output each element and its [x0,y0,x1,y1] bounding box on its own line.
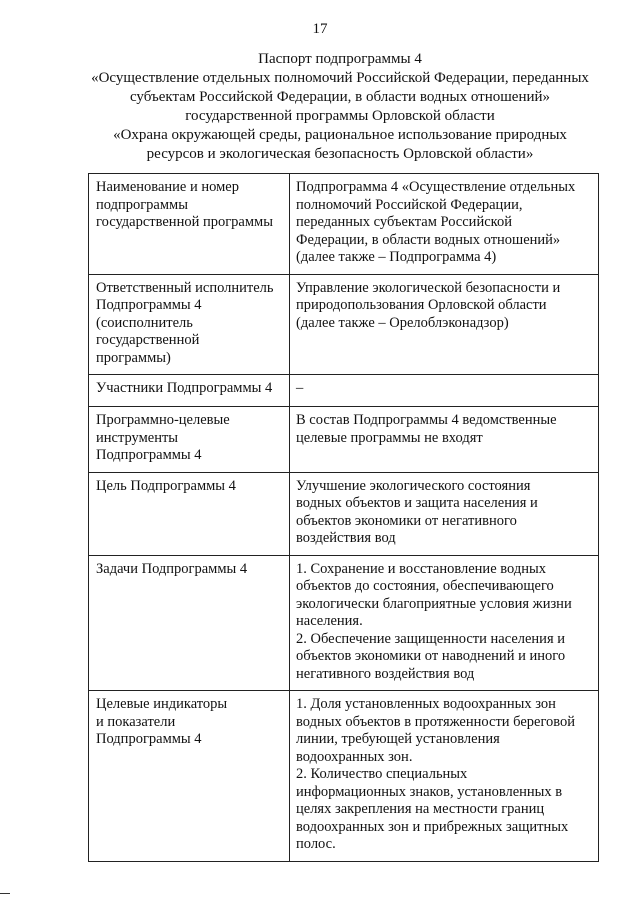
label-line: Подпрограммы 4 [96,297,202,313]
value-line: информационных знаков, установленных в [296,783,563,800]
value-line: водных объектов в протяженности береговой [296,713,576,730]
value-line: целевые программы не входят [296,429,483,446]
row-label-tasks [89,555,290,691]
value-line: 2. Количество специальных [296,766,468,782]
value-line: полномочий Российской Федерации, [296,196,523,213]
label-line: подпрограммы [96,196,188,213]
row-value-responsible-executor [290,274,599,375]
table-row [89,375,599,407]
table-row [89,691,599,862]
table-row [89,174,599,275]
value-line: – [296,380,304,396]
value-line: Управление экологической безопасности и [296,279,561,296]
table-row [89,472,599,555]
value-line: негативного воздействия вод [296,665,475,682]
label-line: программы) [96,349,171,366]
row-label-target-indicators [89,691,290,862]
value-line: водоохранных зон. [296,748,413,765]
value-line: Улучшение экологического состояния [296,477,531,494]
passport-table [88,173,599,862]
label-line: Наименование и номер [96,179,239,195]
label-line: Подпрограммы 4 [96,731,202,747]
value-line: объектов экономики от негативного [296,512,517,529]
label-line: Участники Подпрограммы 4 [96,380,273,396]
value-line: 1. Сохранение и восстановление водных [296,560,546,577]
row-label-program-name [89,174,290,275]
label-line: Целевые индикаторы [96,696,228,712]
value-line: 1. Доля установленных водоохранных зон [296,696,556,712]
row-value-target-indicators [290,691,599,862]
value-line: линии, требующей установления [296,731,500,747]
value-line: переданных субъектам Российской [296,214,512,230]
row-label-participants [89,375,290,407]
title-line: «Охрана окружающей среды, рациональное использование природных [113,127,567,143]
table-row [89,555,599,691]
label-line: Задачи Подпрограммы 4 [96,560,248,577]
label-line: государственной [96,332,200,348]
title-line: государственной программы Орловской области [185,108,495,124]
row-label-responsible-executor [89,274,290,375]
row-label-goal [89,472,290,555]
value-line: В состав Подпрограммы 4 ведомственные [296,412,557,428]
value-line: полос. [296,836,336,852]
value-line: водных объектов и защита населения и [296,495,538,511]
label-line: государственной программы [96,214,273,230]
value-line: целях закрепления на местности границ [296,801,545,817]
value-line: экологически благоприятные условия жизни [296,595,572,612]
value-line: природопользования Орловской области [296,297,547,313]
value-line: Подпрограмма 4 «Осуществление отдельных [296,179,576,195]
row-value-goal [290,472,599,555]
value-line: (далее также – Орелоблэконадзор) [296,314,509,331]
label-line: (соисполнитель [96,314,193,331]
value-line: водоохранных зон и прибрежных защитных [296,818,569,835]
value-line: (далее также – Подпрограмма 4) [296,249,497,265]
title-line: ресурсов и экологическая безопасность Орловской области» [146,146,534,162]
row-label-program-instruments [89,407,290,473]
table-row [89,407,599,473]
value-line: Федерации, в области водных отношений» [296,231,561,248]
value-line: 2. Обеспечение защищенности населения и [296,630,566,647]
label-line: Цель Подпрограммы 4 [96,477,236,494]
row-value-participants [290,375,599,407]
value-line: воздействия вод [296,530,396,546]
label-line: Ответственный исполнитель [96,279,274,296]
label-line: Подпрограммы 4 [96,447,202,463]
title-line: Паспорт подпрограммы 4 [258,51,422,67]
margin-mark [0,893,10,894]
label-line: Программно-целевые [96,412,230,428]
document-title [70,50,610,164]
table-row [89,274,599,375]
title-line: «Осуществление отдельных полномочий Российской Федерации, переданных [91,70,589,86]
label-line: инструменты [96,429,179,446]
page-number: 17 [312,21,328,37]
title-line: субъектам Российской Федерации, в области водных отношений» [129,89,551,105]
value-line: объектов до состояния, обеспечивающего [296,578,554,594]
value-line: населения. [296,613,363,629]
row-value-program-instruments [290,407,599,473]
value-line: объектов экономики от наводнений и иного [296,648,566,664]
row-value-program-name [290,174,599,275]
row-value-tasks [290,555,599,691]
label-line: и показатели [96,713,176,730]
